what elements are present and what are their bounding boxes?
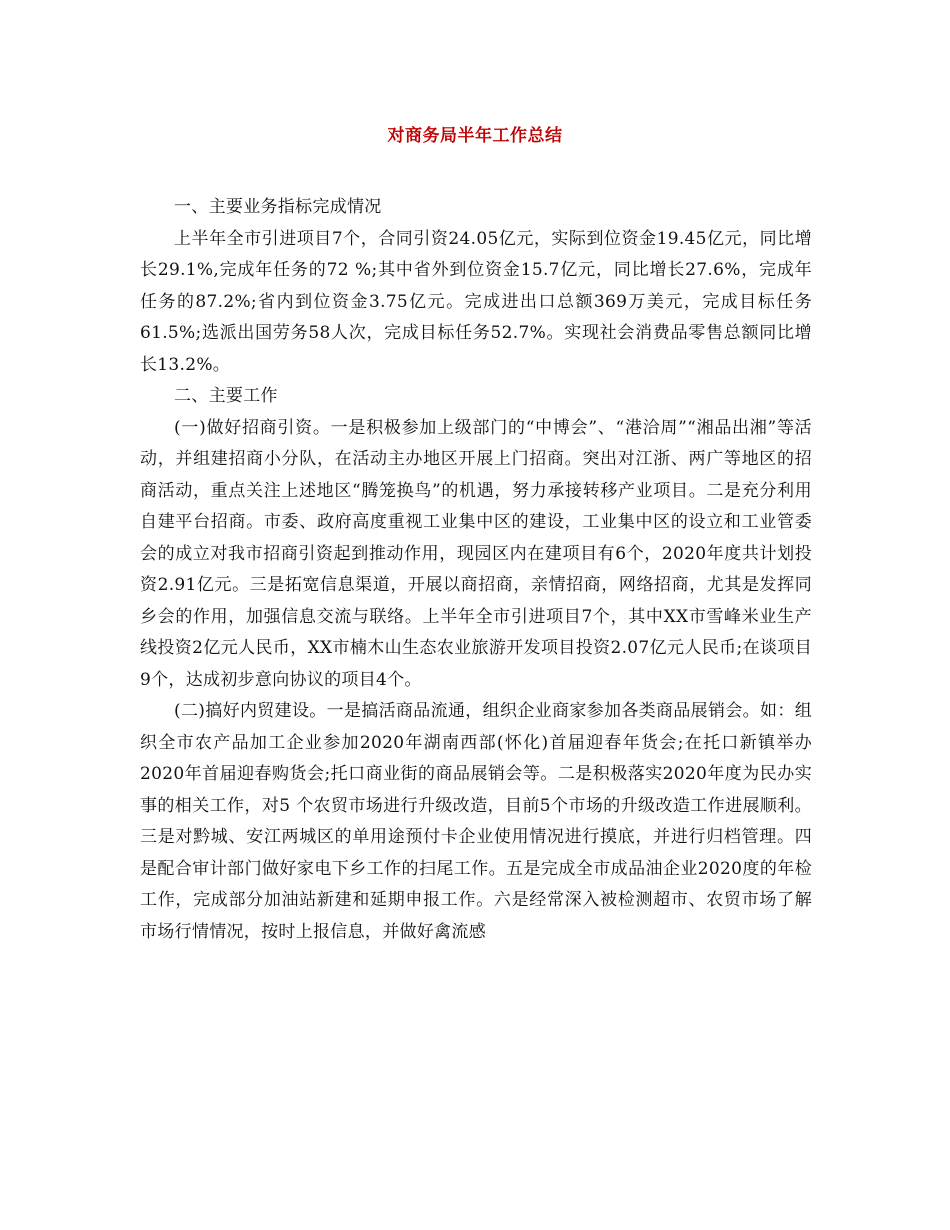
- section-heading: 一、主要业务指标完成情况: [174, 197, 382, 217]
- document-body: [140, 192, 812, 948]
- body-paragraph: 上半年全市引进项目7个，合同引资24.05亿元，实际到位资金19.45亿元，同比增长29.1%,完成年任务的72 %;其中省外到位资金15.7亿元，同比增长27.6%，完成年任务的87.2%;省内到位资金3.75亿元。完成进出口总额369万美元，完成目标任务 61.5%;选派出国劳务58人次，完成目标任务52.7%。实现社会消费品零售总额同比增长13.2%。: [140, 228, 812, 375]
- body-paragraph: (二)搞好内贸建设。一是搞活商品流通，组织企业商家参加各类商品展销会。如：组织全市农产品加工企业参加2020年湖南西部(怀化)首届迎春年货会;在托口新镇举办2020年首届迎春购货会;托口商业街的商品展销会等。二是积极落实2020年度为民办实事的相关工作，对5 个农贸市场进行升级改造，目前5个市场的升级改造工作进展顺利。三是对黔城、安江两城区的单用途预付卡企业使用情况进行摸底，并进行归档管理。四是配合审计部门做好家电下乡工作的扫尾工作。五是完成全市成品油企业2020度的年检工作，完成部分加油站新建和延期申报工作。六是经常深入被检测超市、农贸市场了解市场行情情况，按时上报信息，并做好禽流感: [140, 701, 812, 942]
- section-heading: 二、主要工作: [174, 386, 278, 406]
- body-paragraph: (一)做好招商引资。一是积极参加上级部门的“中博会”、“港洽周”“湘品出湘”等活动，并组建招商小分队，在活动主办地区开展上门招商。突出对江浙、两广等地区的招商活动，重点关注上述地区“腾笼换鸟”的机遇，努力承接转移产业项目。二是充分利用自建平台招商。市委、政府高度重视工业集中区的建设，工业集中区的设立和工业管委会的成立对我市招商引资起到推动作用，现园区内在建项目有6个，2020年度共计划投资2.91亿元。三是拓宽信息渠道，开展以商招商，亲情招商，网络招商，尤其是发挥同乡会的作用，加强信息交流与联络。上半年全市引进项目7个，其中XX市雪峰米业生产线投资2亿元人民币，XX市楠木山生态农业旅游开发项目投资2.07亿元人民币;在谈项目9个，达成初步意向协议的项目4个。: [140, 417, 812, 690]
- document-title: 对商务局半年工作总结: [387, 126, 563, 146]
